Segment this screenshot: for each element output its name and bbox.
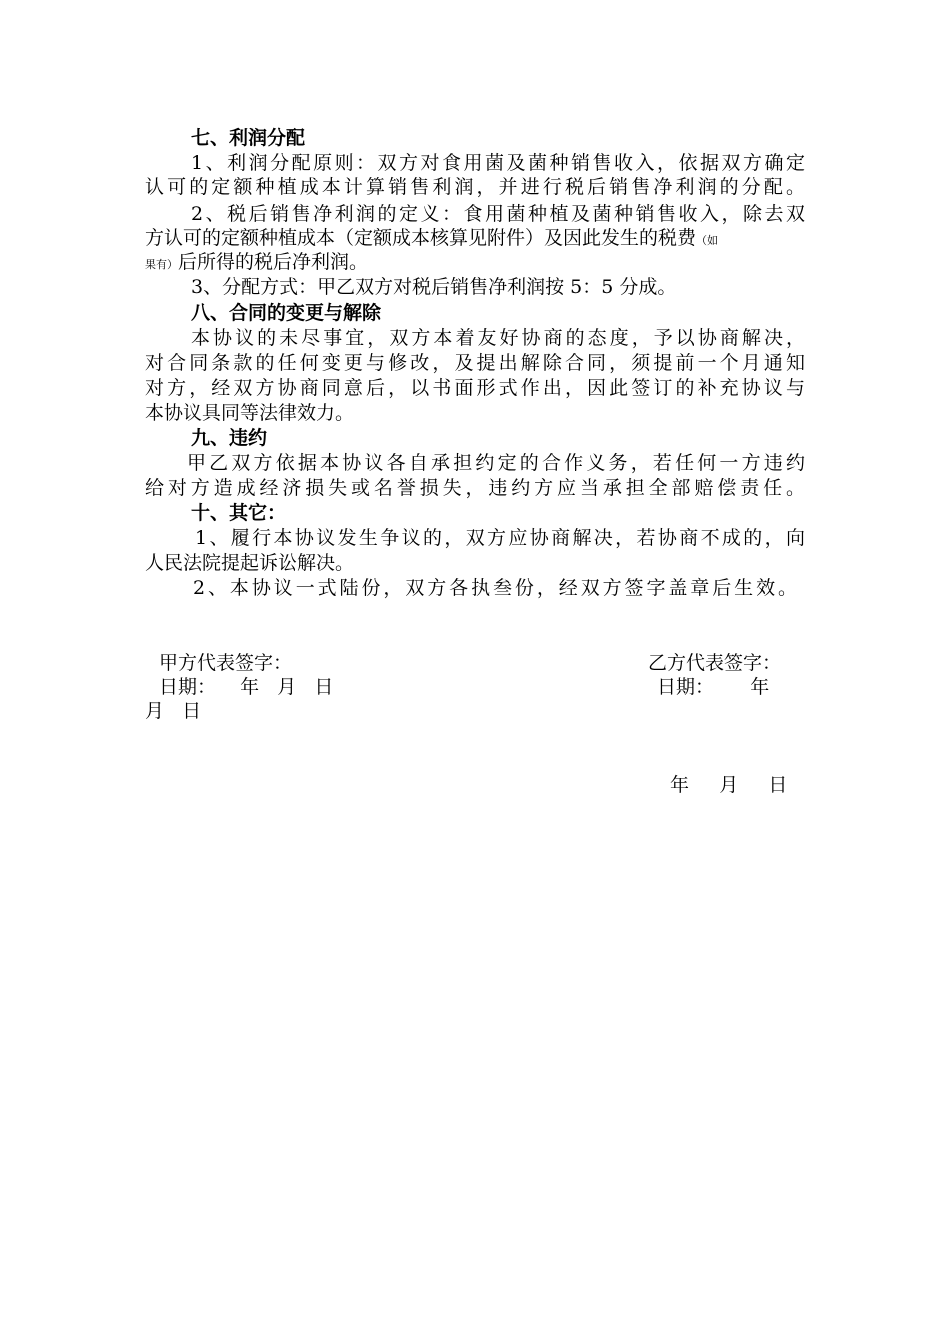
section-7-p2-line1: 2、税后销售净利润的定义：食用菌种植及菌种销售收入，除去双 — [191, 203, 805, 225]
section-7-p2-line2-text: 方认可的定额种植成本（定额成本核算见附件）及因此发生的税费 — [145, 227, 697, 249]
section-8-line3: 对方，经双方协商同意后，以书面形式作出，因此签订的补充协议与 — [145, 377, 805, 399]
section-7-p3: 3、分配方式：甲乙双方对税后销售净利润按 5：5 分成。 — [191, 276, 677, 298]
section-10-p1-line1: 1、履行本协议发生争议的，双方应协商解决，若协商不成的，向 — [195, 527, 805, 549]
party-b-date-continued: 月 日 — [145, 700, 202, 722]
section-9-heading: 九、违约 — [191, 427, 268, 449]
section-7-p2-line3-text: 后所得的税后净利润。 — [178, 251, 369, 273]
section-7-p1-line1: 1、利润分配原则：双方对食用菌及菌种销售收入，依据双方确定 — [191, 152, 805, 174]
section-9-line1: 甲乙双方依据本协议各自承担约定的合作义务，若任何一方违约 — [187, 452, 805, 474]
section-8-line2: 对合同条款的任何变更与修改，及提出解除合同，须提前一个月通知 — [145, 352, 805, 374]
section-7-heading: 七、利润分配 — [191, 127, 306, 149]
section-8-heading: 八、合同的变更与解除 — [191, 302, 382, 324]
section-7-p1-line2: 认可的定额种植成本计算销售利润，并进行税后销售净利润的分配。 — [145, 176, 805, 198]
section-9-line2: 给对方造成经济损失或名誉损失，违约方应当承担全部赔偿责任。 — [145, 477, 805, 499]
section-10-p1-line2: 人民法院提起诉讼解决。 — [145, 552, 355, 574]
section-7-p2-line2-small: （如 — [696, 234, 719, 247]
party-a-date: 日期： 年 月 日 — [159, 676, 334, 698]
section-10-p2: 2、本协议一式陆份，双方各执叁份，经双方签字盖章后生效。 — [193, 577, 797, 599]
section-7-p2-line3 — [145, 250, 368, 277]
section-10-heading: 十、其它： — [191, 502, 287, 524]
bottom-date: 年 月 日 — [670, 774, 788, 796]
section-7-p2-line3-small: 果有） — [145, 258, 178, 271]
party-b-date: 日期： 年 — [657, 676, 770, 698]
party-a-signature-label: 甲方代表签字： — [159, 652, 293, 674]
section-7-p2-line2 — [145, 226, 718, 253]
section-8-line1: 本协议的未尽事宜，双方本着友好协商的态度，予以协商解决， — [191, 327, 805, 349]
party-b-signature-label: 乙方代表签字： — [648, 652, 782, 674]
section-8-line4: 本协议具同等法律效力。 — [145, 402, 355, 424]
